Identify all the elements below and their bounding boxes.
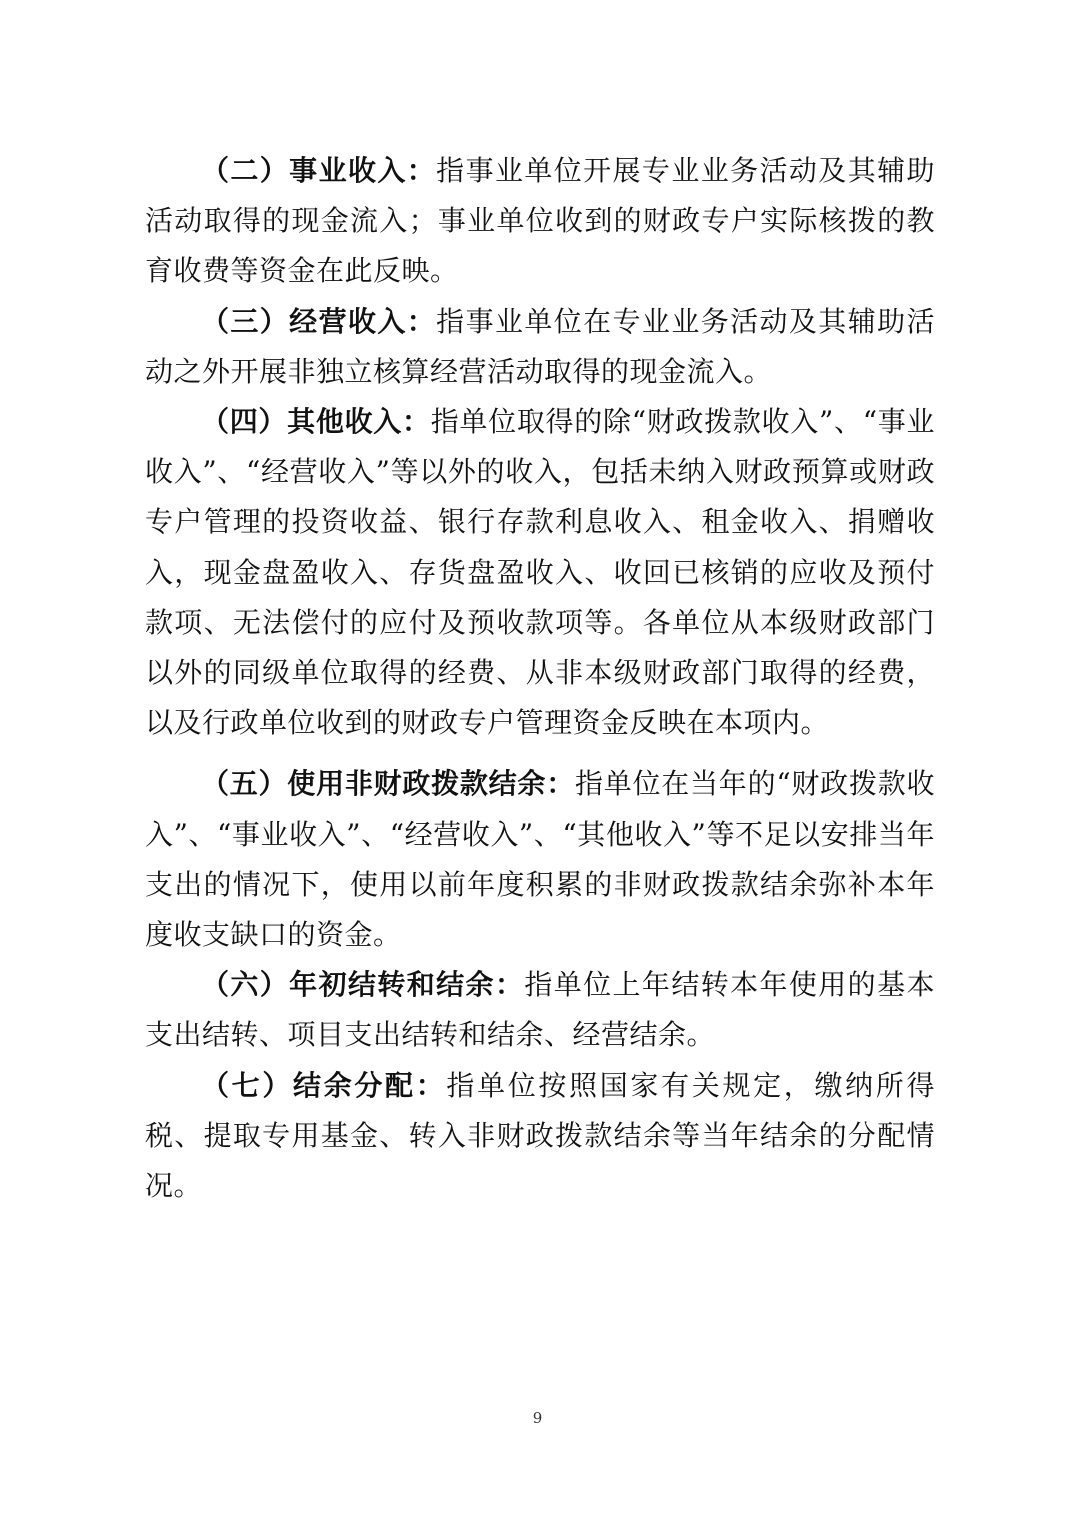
definition-non-fiscal-surplus: 指单位在当年的“财政拨款收入”、“事业收入”、“经营收入”、“其他收入”等不足以安排当年支出的情况下，使用以前年度积累的非财政拨款结余弥补本年度收支缺口的资金。: [145, 767, 935, 952]
term-non-fiscal-surplus: （五）使用非财政拨款结余：: [201, 767, 575, 801]
paragraph-other-income: [145, 397, 935, 748]
paragraph-opening-carryover: [145, 960, 935, 1060]
definition-business-income: 指事业单位开展专业业务活动及其辅助活动取得的现金流入；事业单位收到的财政专户实际核拨的教育收费等资金在此反映。: [145, 154, 935, 288]
paragraph-surplus-distribution: [145, 1061, 935, 1212]
paragraph-operating-income: [145, 297, 935, 397]
paragraph-business-income: [145, 146, 935, 297]
term-opening-carryover: （六）年初结转和结余：: [201, 968, 525, 1002]
definition-operating-income: 指事业单位在专业业务活动及其辅助活动之外开展非独立核算经营活动取得的现金流入。: [145, 304, 935, 388]
term-operating-income: （三）经营收入：: [201, 304, 437, 338]
definition-other-income: 指单位取得的除“财政拨款收入”、“事业收入”、“经营收入”等以外的收入，包括未纳入财政预算或财政专户管理的投资收益、银行存款利息收入、租金收入、捐赠收入，现金盘盈收入、存货盘盈收入、收回已核销的应收及预付款项、无法偿付的应付及预收款项等。各单位从本级财政部门以外的同级单位取得的经费、从非本级财政部门取得的经费，以及行政单位收到的财政专户管理资金反映在本项内。: [145, 405, 935, 740]
term-other-income: （四）其他收入：: [201, 405, 431, 439]
term-surplus-distribution: （七）结余分配：: [201, 1068, 447, 1102]
definition-surplus-distribution: 指单位按照国家有关规定，缴纳所得税、提取专用基金、转入非财政拨款结余等当年结余的分配情况。: [145, 1068, 935, 1203]
body-text: [145, 146, 935, 1211]
term-business-income: （二）事业收入：: [201, 154, 437, 187]
definition-opening-carryover: 指单位上年结转本年使用的基本支出结转、项目支出结转和结余、经营结余。: [145, 968, 935, 1052]
page-number: 9: [532, 1409, 543, 1427]
paragraph-non-fiscal-surplus: [145, 759, 935, 960]
